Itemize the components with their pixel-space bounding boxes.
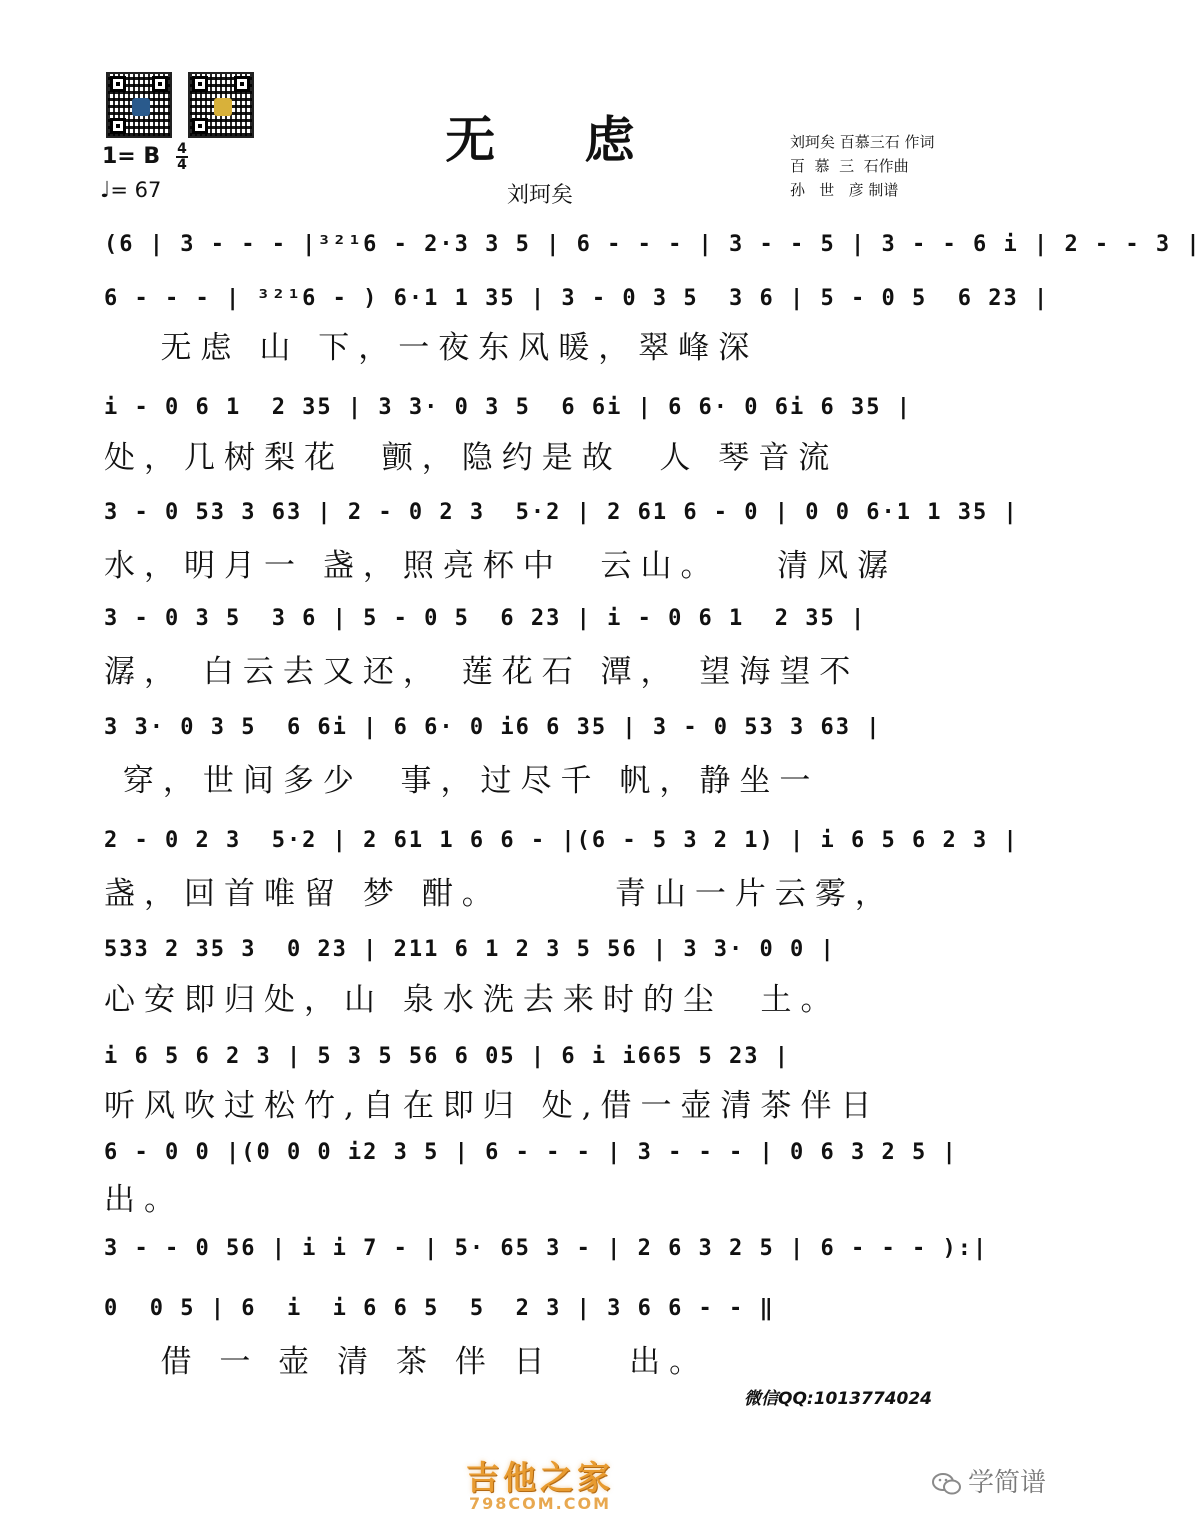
tempo-marking bbox=[100, 178, 161, 203]
arranger-credit: 孙 世 彦 制谱 bbox=[790, 181, 899, 199]
score-line-10-lyrics: 出。 bbox=[104, 1182, 184, 1218]
lyricist-credit: 刘珂矣 百慕三石 作词 bbox=[790, 133, 935, 151]
time-signature bbox=[176, 142, 188, 172]
credits bbox=[790, 130, 935, 202]
score-line-1-notes: (6 | 3 - - - |³²¹6 - 2·3 3 5 | 6 - - - | 3 - - 5 | 3 - - 6 i | 2 - - 3 | bbox=[104, 232, 1202, 257]
score-line-9-lyrics: 听风吹过松竹,自在即归 处,借一壶清茶伴日 bbox=[104, 1088, 881, 1124]
score-line-6-notes: 3 3· 0 3 5 6 6i | 6 6· 0 i6 6 35 | 3 - 0 53 3 63 | bbox=[104, 715, 882, 740]
time-bottom: 4 bbox=[177, 157, 187, 173]
key-label: 1= B bbox=[102, 144, 161, 169]
time-top: 4 bbox=[177, 141, 187, 157]
site-logo: 吉他之家 bbox=[466, 1458, 614, 1497]
tempo-value: = 67 bbox=[110, 178, 162, 202]
brand-watermark bbox=[932, 1462, 1046, 1499]
quarter-note-icon: ♩ bbox=[100, 178, 111, 203]
score-line-6-lyrics: 穿，世间多少 事，过尽千 帆，静坐一 bbox=[104, 763, 820, 799]
score-line-9-notes: i 6 5 6 2 3 | 5 3 5 56 6 05 | 6 i i665 5 23 | bbox=[104, 1044, 791, 1069]
score-line-7-lyrics: 盏，回首唯留 梦 酣。 青山一片云雾， bbox=[104, 876, 895, 912]
brand-name: 学简谱 bbox=[968, 1468, 1047, 1498]
composer-credit: 百 慕 三 石作曲 bbox=[790, 157, 909, 175]
contact-info: 微信QQ:1013774024 bbox=[744, 1389, 932, 1409]
singer-name: 刘珂矣 bbox=[506, 183, 573, 208]
key-signature bbox=[102, 141, 187, 173]
score-line-12-lyrics: 借 一 壶 清 茶 伴 日 出。 bbox=[104, 1344, 710, 1380]
score-line-8-lyrics: 心安即归处，山 泉水洗去来时的尘 土。 bbox=[104, 982, 841, 1018]
score-line-4-lyrics: 水，明月一 盏，照亮杯中 云山。 清风潺 bbox=[104, 548, 898, 584]
score-line-7-notes: 2 - 0 2 3 5·2 | 2 61 1 6 6 - |(6 - 5 3 2 1) | i 6 5 6 2 3 | bbox=[104, 828, 1019, 853]
wechat-icon bbox=[932, 1472, 962, 1496]
score-line-8-notes: 533 2 35 3 0 23 | 211 6 1 2 3 5 56 | 3 3· 0 0 | bbox=[104, 937, 836, 962]
score-line-12-notes: 0 0 5 | 6 i i 6 6 5 5 2 3 | 3 6 6 - - ‖ bbox=[104, 1296, 775, 1321]
score-line-11-notes: 3 - - 0 56 | i i 7 - | 5· 65 3 - | 2 6 3 2 5 | 6 - - - ):| bbox=[104, 1236, 989, 1261]
score-line-2-notes: 6 - - - | ³²¹6 - ) 6·1 1 35 | 3 - 0 3 5 3 6 | 5 - 0 5 6 23 | bbox=[104, 286, 1050, 311]
score-line-5-notes: 3 - 0 3 5 3 6 | 5 - 0 5 6 23 | i - 0 6 1 2 35 | bbox=[104, 606, 867, 631]
score-line-2-lyrics: 无虑 山 下，一夜东风暖，翠峰深 bbox=[104, 330, 759, 366]
score-line-3-lyrics: 处，几树梨花 颤，隐约是故 人 琴音流 bbox=[104, 440, 839, 476]
song-title: 无 虑 bbox=[445, 110, 671, 169]
score-line-3-notes: i - 0 6 1 2 35 | 3 3· 0 3 5 6 6i | 6 6· 0 6i 6 35 | bbox=[104, 395, 912, 420]
score-line-5-lyrics: 潺， 白云去又还， 莲花石 潭， 望海望不 bbox=[104, 654, 860, 690]
score-line-4-notes: 3 - 0 53 3 63 | 2 - 0 2 3 5·2 | 2 61 6 - 0 | 0 0 6·1 1 35 | bbox=[104, 500, 1019, 525]
score-line-10-notes: 6 - 0 0 |(0 0 0 i2 3 5 | 6 - - - | 3 - - - | 0 6 3 2 5 | bbox=[104, 1140, 958, 1165]
site-logo-url: 798COM.COM bbox=[468, 1494, 611, 1513]
